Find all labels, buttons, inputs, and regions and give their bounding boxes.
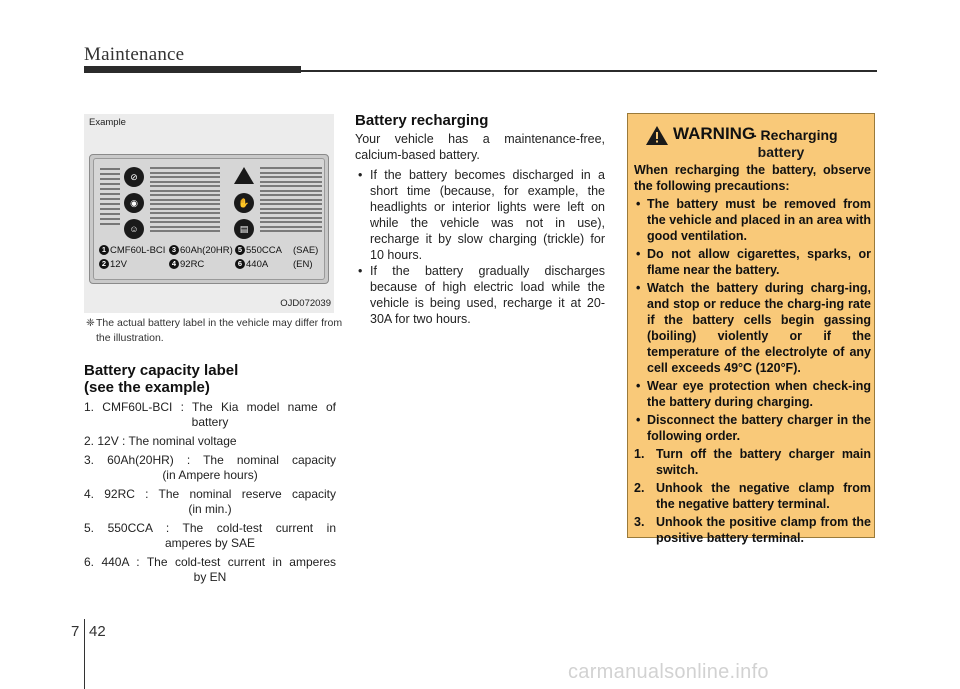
spec-item: 2 12V <box>99 259 169 270</box>
eye-protection-icon: ◉ <box>124 193 144 213</box>
page-number: 42 <box>89 623 106 640</box>
spec-item: 1 CMF60L-BCI <box>99 245 169 256</box>
warning-bullet: • The battery must be removed from the vehicle and placed in an area with good ventilation. <box>634 196 871 244</box>
warning-steps <box>634 446 871 546</box>
left-warning-text-block <box>150 167 220 235</box>
recharging-heading: Battery recharging <box>355 112 489 129</box>
footer-divider <box>84 619 85 689</box>
recharging-body <box>355 131 605 327</box>
chapter-number: 7 <box>71 623 80 640</box>
spec-item: 6 440A <box>235 259 293 270</box>
warning-triangle-icon <box>646 126 668 145</box>
recharging-bullet: • If the battery becomes discharged in a short time (because, for example, the headlights or interior lights were left on while the vehicle was not in use), recharge it by slow charging (trickle) for 10 hours. <box>355 167 605 263</box>
spec-item: 5 550CCA <box>235 245 293 256</box>
header-rule-thick <box>84 66 301 73</box>
warning-subtitle: - Recharging <box>752 127 838 143</box>
spec-item: 3 60Ah(20HR) <box>169 245 235 256</box>
warning-bullet: • Wear eye protection when check-ing the battery during charging. <box>634 378 871 410</box>
child-warning-icon: ☺ <box>124 219 144 239</box>
battery-label-figure <box>84 114 334 313</box>
warning-step: 1. Turn off the battery charger main switch. <box>634 447 871 477</box>
warning-step: 3. Unhook the positive clamp from the positive battery terminal. <box>634 515 871 545</box>
right-warning-text-block <box>260 167 322 235</box>
warning-word: WARNING <box>673 124 756 143</box>
capacity-definitions-list <box>84 400 336 589</box>
no-smoking-icon: ⊘ <box>124 167 144 187</box>
vertical-warning-text-strip <box>100 165 120 245</box>
figure-example-label: Example <box>89 117 126 128</box>
watermark: carmanualsonline.info <box>568 661 769 683</box>
warning-subtitle-line2: battery <box>757 144 805 160</box>
definition-item: 6. 440A : The cold-test current in amperes by EN <box>84 555 336 584</box>
warning-intro: When recharging the battery, observe the following precautions: <box>634 163 871 193</box>
warning-bullet: • Watch the battery during charg-ing, and stop or reduce the charg-ing rate if the battery cells begin gassing (boiling) violently or if the temperature of the electrolyte of any cell exceeds 49°C (120°F). <box>634 280 871 376</box>
definition-item: 5. 550CCA : The cold-test current in amperes by SAE <box>84 521 336 550</box>
definition-item: 1. CMF60L-BCI : The Kia model name of battery <box>84 400 336 429</box>
warning-body <box>634 162 871 548</box>
warning-step: 2. Unhook the negative clamp from the negative battery terminal. <box>634 481 871 511</box>
battery-label-panel <box>93 158 325 280</box>
warning-title <box>628 123 874 163</box>
warning-box <box>627 113 875 545</box>
warning-bullets <box>634 196 871 444</box>
page-section-title: Maintenance <box>84 44 185 65</box>
definition-item: 3. 60Ah(20HR) : The nominal capacity (in Ampere hours) <box>84 453 336 482</box>
acid-hazard-icon: ✋ <box>234 193 254 213</box>
read-manual-icon: ▤ <box>234 219 254 239</box>
warning-bullet: • Do not allow cigarettes, sparks, or flame near the battery. <box>634 246 871 278</box>
spec-row-bottom <box>99 259 313 270</box>
definition-item: 2. 12V : The nominal voltage <box>84 434 237 448</box>
warning-bullet: • Disconnect the battery charger in the following order. <box>634 412 871 444</box>
figure-code: OJD072039 <box>280 298 331 309</box>
recharging-bullet: • If the battery gradually discharges because of high electric load while the vehicle is being used, recharge it at 20-30A for two hours. <box>355 263 605 327</box>
header-rule-thin <box>301 70 877 72</box>
spec-standard: (SAE) <box>293 245 319 256</box>
capacity-section-heading: Battery capacity label (see the example) <box>84 362 239 396</box>
recharging-bullets <box>355 167 605 327</box>
battery-label-illustration <box>89 154 329 284</box>
recharging-intro: Your vehicle has a maintenance-free, calcium-based battery. <box>355 132 605 162</box>
spec-standard: (EN) <box>293 259 313 270</box>
spec-row-top <box>99 245 318 256</box>
caution-triangle-icon <box>234 167 254 184</box>
definition-item: 4. 92RC : The nominal reserve capacity (in min.) <box>84 487 336 516</box>
spec-item: 4 92RC <box>169 259 235 270</box>
figure-note: ❈The actual battery label in the vehicle may differ from the illustration. <box>86 317 343 344</box>
